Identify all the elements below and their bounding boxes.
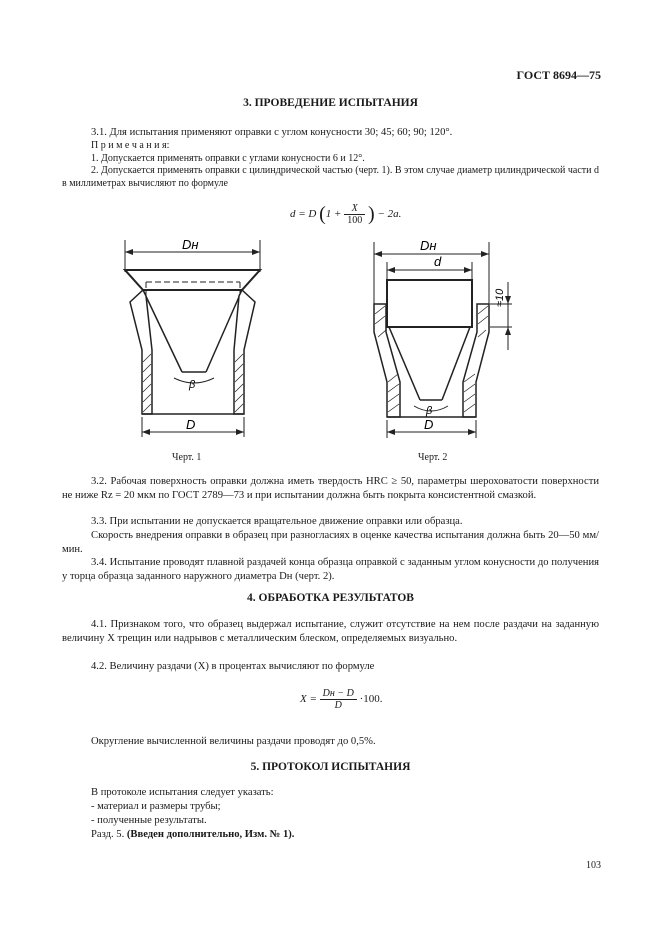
formula-x-lhs: X = — [300, 693, 317, 706]
formula-d: d = D (1 + $\frac{X}{100}$ ) − 2a. — [290, 203, 402, 226]
paragraph-3-3-speed: Скорость внедрения оправки в образец при разногласиях в оценке качества испытания должна быть 20—50 мм/мин. — [62, 530, 599, 555]
formula-d-lhs: d = D — [290, 208, 317, 221]
formula-x-denominator: D — [334, 700, 342, 711]
amendment-prefix: Разд. 5. — [91, 829, 125, 840]
formula-x — [300, 688, 382, 711]
paragraph-3-2: 3.2. Рабочая поверхность оправки должна иметь твердость HRC ≥ 50, параметры шероховатости поверхности не ниже Rz = 20 мкм по ГОСТ 2789—73 и при испытании должна быть покрыта консистентной смазкой. — [62, 476, 599, 501]
protocol-item-2: - полученные результаты. — [91, 815, 207, 826]
figure-1-dn-label: Dн — [182, 237, 199, 252]
figure-2-approx-10-label: ≈10 — [494, 288, 506, 307]
figure-1-drawing — [110, 232, 280, 442]
formula-d-denominator: 100 — [347, 215, 363, 226]
paragraph-3-4: 3.4. Испытание проводят плавной раздачей конца образца оправкой с заданным углом конусности до получения у торца образца заданного наружного диаметра Dн (черт. 2). — [62, 557, 599, 582]
section-5-title: 5. ПРОТОКОЛ ИСПЫТАНИЯ — [250, 761, 411, 773]
figure-1-d-label: D — [186, 417, 196, 432]
page-number: 103 — [586, 860, 601, 871]
note-2: 2. Допускается применять оправки с цилиндрической частью (черт. 1). В этом случае диаметр цилиндрической части d в миллиметрах вычисляют по формуле — [62, 165, 599, 189]
paragraph-3-3: 3.3. При испытании не допускается вращательное движение оправки или образца. — [91, 516, 463, 527]
formula-d-numerator: X — [344, 203, 365, 215]
figure-1-beta-label: β — [189, 379, 196, 391]
amendment-bold: (Введен дополнительно, Изм. № 1). — [126, 829, 295, 840]
formula-d-fraction — [344, 203, 365, 226]
paragraph-3-1: 3.1. Для испытания применяют оправки с углом конусности 30; 45; 60; 90; 120°. — [91, 127, 453, 138]
section-3-title: 3. ПРОВЕДЕНИЕ ИСПЫТАНИЯ — [243, 97, 418, 109]
figure-2-drawing — [362, 232, 527, 442]
protocol-item-1: - материал и размеры трубы; — [91, 801, 221, 812]
figure-2-d-label: D — [424, 417, 434, 432]
notes-title: П р и м е ч а н и я: — [91, 140, 170, 151]
paragraph-4-1: 4.1. Признаком того, что образец выдержал испытание, служит отсутствие на нем после раздачи на заданную величину X трещин или надрывов с металлическим блеском, определяемых визуально. — [62, 619, 599, 644]
figure-2-dn-label: Dн — [420, 238, 437, 253]
formula-d-rest: − 2a. — [377, 208, 402, 221]
formula-x-rest: ·100. — [359, 693, 383, 706]
figure-2-beta-label: β — [426, 405, 433, 417]
note-1: 1. Допускается применять оправки с углами конусности 6 и 12°. — [91, 153, 365, 164]
formula-d-paren-close: ) — [367, 203, 375, 225]
figure-1-caption: Черт. 1 — [172, 452, 202, 463]
section-4-title: 4. ОБРАБОТКА РЕЗУЛЬТАТОВ — [247, 592, 414, 604]
paragraph-rounding: Округление вычисленной величины раздачи проводят до 0,5%. — [91, 736, 376, 747]
formula-x-fraction — [320, 688, 357, 711]
paragraph-4-2: 4.2. Величину раздачи (X) в процентах вычисляют по формуле — [91, 661, 375, 672]
amendment-note — [91, 828, 599, 842]
figure-2-d-small-label: d — [434, 254, 442, 269]
formula-d-paren-open: ( — [319, 203, 326, 225]
protocol-intro: В протоколе испытания следует указать: — [91, 787, 274, 798]
formula-x-numerator: Dн − D — [320, 688, 357, 700]
standard-header: ГОСТ 8694—75 — [516, 68, 601, 82]
figure-2-caption: Черт. 2 — [418, 452, 448, 463]
